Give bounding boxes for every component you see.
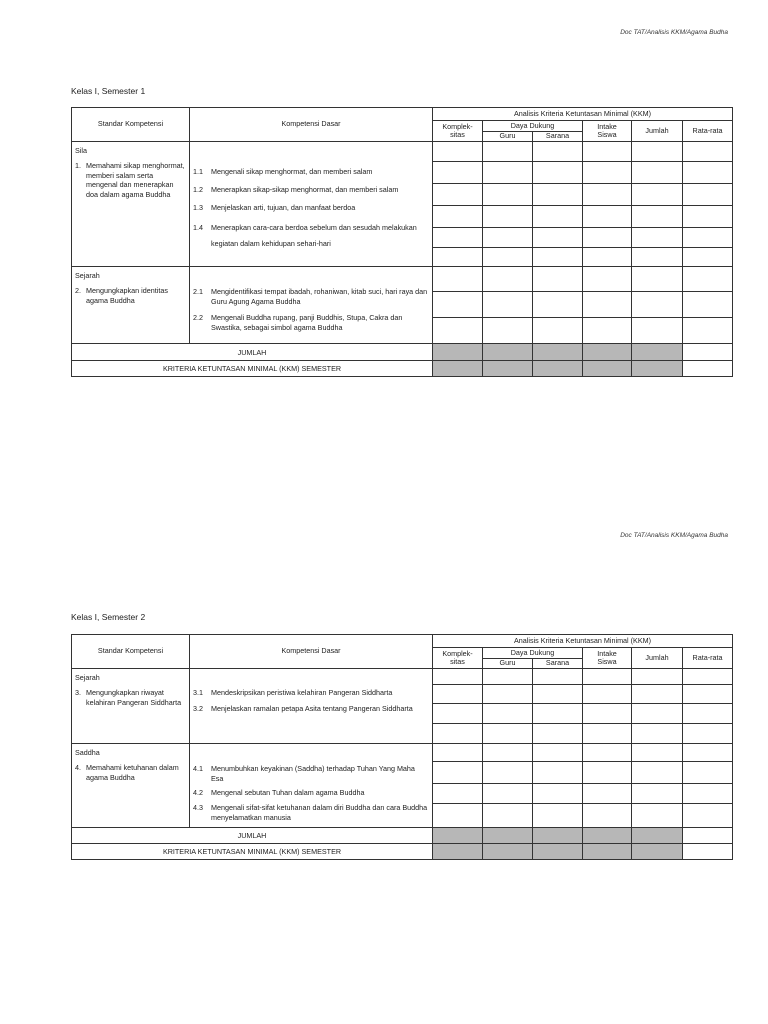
header-analisis-kkm: Analisis Kriteria Ketuntasan Minimal (KKM) [433, 108, 733, 121]
header-sarana: Sarana [533, 132, 583, 142]
section-label: Sejarah [75, 271, 100, 280]
doc-header: Doc TAT/Analisis KKM/Agama Budha [620, 532, 728, 539]
kkm-semester-label: KRITERIA KETUNTASAN MINIMAL (KKM) SEMESTER [72, 844, 433, 860]
header-jumlah: Jumlah [632, 121, 683, 142]
sk-text: Mengungkapkan identitas agama Buddha [86, 286, 168, 305]
kd-item: 1.3 Menjelaskan arti, tujuan, dan manfaat berdoa [193, 203, 356, 213]
kompetensi-dasar-sejarah [190, 267, 433, 344]
header-guru: Guru [483, 132, 533, 142]
section-label: Sila [75, 146, 87, 155]
section-label: Saddha [75, 748, 100, 757]
kd-item: 4.1 Menumbuhkan keyakinan (Saddha) terhadap Tuhan Yang Maha Esa [193, 764, 415, 783]
standar-kompetensi-sejarah: Sejarah 2. Mengungkapkan identitas agama Buddha [72, 267, 190, 344]
header-daya-dukung: Daya Dukung [483, 121, 583, 132]
standar-kompetensi-sila: Sila 1. Memahami sikap menghormat, memberi salam serta mengenal dan menerapkan doa dalam agama Buddha [72, 142, 190, 267]
kompetensi-dasar-sejarah [190, 669, 433, 744]
kd-item: 3.1 Mendeskripsikan peristiwa kelahiran Pangeran Siddharta [193, 688, 393, 697]
header-standar-kompetensi: Standar Kompetensi [72, 635, 190, 669]
sk-text: Memahami sikap menghormat, memberi salam serta mengenal dan menerapkan doa dalam agama Buddha [86, 161, 185, 200]
jumlah-label: JUMLAH [72, 344, 433, 361]
header-rata-rata: Rata-rata [683, 121, 733, 142]
kkm-semester-label: KRITERIA KETUNTASAN MINIMAL (KKM) SEMESTER [72, 361, 433, 377]
kd-item: 1.1 Mengenali sikap menghormat, dan memberi salam [193, 167, 373, 176]
kd-item: 4.3 Mengenali sifat-sifat ketuhanan dalam diri Buddha dan cara Buddha menyelamatkan manusia [193, 803, 428, 822]
header-standar-kompetensi: Standar Kompetensi [72, 108, 190, 142]
kd-item: 2.1 Mengidentifikasi tempat ibadah, rohaniwan, kitab suci, hari raya dan Guru Agung Agama Buddha [193, 287, 428, 306]
doc-header: Doc TAT/Analisis KKM/Agama Budha [620, 29, 728, 36]
header-kompetensi-dasar: Kompetensi Dasar [190, 635, 433, 669]
header-kompetensi-dasar: Kompetensi Dasar [190, 108, 433, 142]
kd-item: 4.2 Mengenal sebutan Tuhan dalam agama Buddha [193, 788, 365, 798]
header-kompleksitas: Komplek- sitas [433, 121, 483, 142]
header-sarana: Sarana [533, 659, 583, 669]
header-intake-siswa: Intake Siswa [583, 121, 632, 142]
header-daya-dukung: Daya Dukung [483, 648, 583, 659]
header-analisis-kkm: Analisis Kriteria Ketuntasan Minimal (KKM) [433, 635, 733, 648]
kkm-table-semester-1 [71, 107, 733, 377]
header-intake-siswa: Intake Siswa [583, 648, 632, 669]
kompetensi-dasar-saddha [190, 744, 433, 828]
header-rata-rata: Rata-rata [683, 648, 733, 669]
semester-1-title: Kelas I, Semester 1 [71, 86, 146, 96]
kd-item: 2.2 Mengenali Buddha rupang, panji Buddhis, Stupa, Cakra dan Swastika, sebagai simbol agama Buddha [193, 313, 403, 333]
standar-kompetensi-sejarah: Sejarah 3. Mengungkapkan riwayat kelahiran Pangeran Siddharta [72, 669, 190, 744]
standar-kompetensi-saddha: Saddha 4. Memahami ketuhanan dalam agama Buddha [72, 744, 190, 828]
header-guru: Guru [483, 659, 533, 669]
jumlah-label: JUMLAH [72, 828, 433, 844]
sk-text: Memahami ketuhanan dalam agama Buddha [86, 763, 179, 782]
header-kompleksitas: Komplek- sitas [433, 648, 483, 669]
kd-item: 3.2 Menjelaskan ramalan petapa Asita tentang Pangeran Siddharta [193, 703, 413, 713]
header-jumlah: Jumlah [632, 648, 683, 669]
kkm-table-semester-2 [71, 634, 733, 860]
kd-item: 1.4 Menerapkan cara-cara berdoa sebelum dan sesudah melakukan kegiatan dalam kehidupan sehari-hari [193, 223, 417, 248]
sk-text: Mengungkapkan riwayat kelahiran Pangeran Siddharta [86, 688, 182, 707]
kompetensi-dasar-sila [190, 142, 433, 267]
kd-item: 1.2 Menerapkan sikap-sikap menghormat, dan memberi salam [193, 185, 399, 195]
section-label: Sejarah [75, 673, 100, 682]
semester-2-title: Kelas I, Semester 2 [71, 612, 146, 622]
